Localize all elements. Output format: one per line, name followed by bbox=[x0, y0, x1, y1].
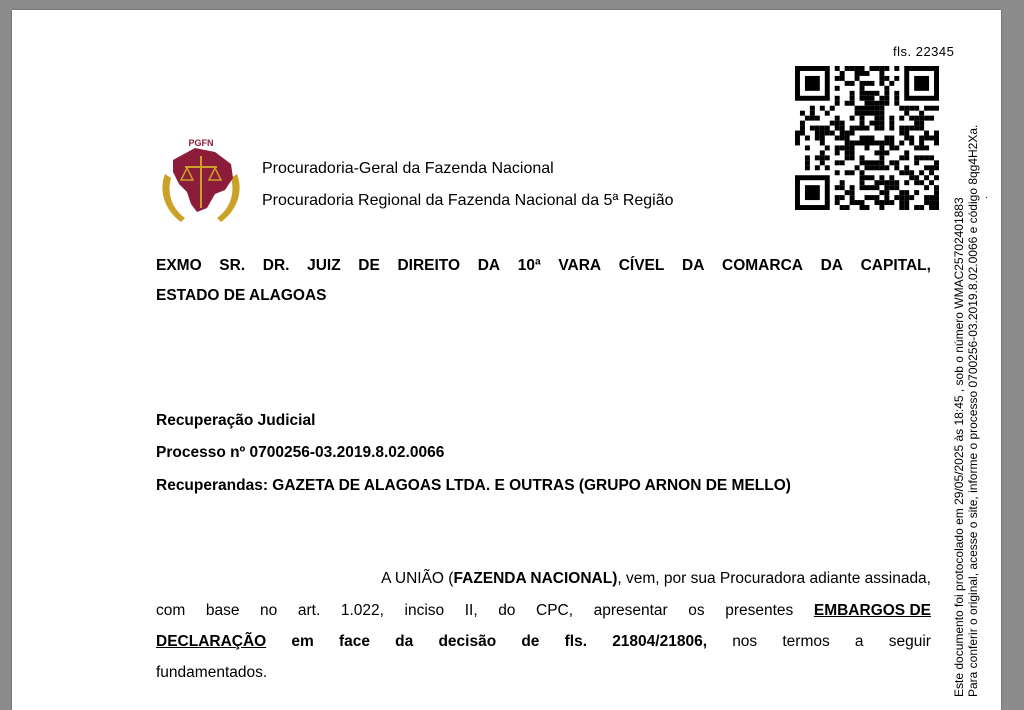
body-text: , vem, por sua Procuradora adiante assinada, bbox=[617, 570, 931, 587]
page-number: fls. 22345 bbox=[893, 44, 955, 59]
body-line2 bbox=[156, 602, 931, 620]
word: em bbox=[291, 633, 314, 650]
case-parties: Recuperandas: GAZETA DE ALAGOAS LTDA. E OUTRAS (GRUPO ARNON DE MELLO) bbox=[156, 477, 791, 494]
word: com bbox=[156, 602, 186, 619]
word: presentes bbox=[725, 602, 794, 619]
word: CAPITAL, bbox=[860, 257, 931, 274]
body-text: A UNIÃO ( bbox=[381, 570, 454, 587]
word: II, bbox=[464, 602, 478, 619]
org-regional: Procuradoria Regional da Fazenda Nacional da 5ª Região bbox=[262, 192, 674, 209]
word: 1.022, bbox=[340, 602, 384, 619]
word: DA bbox=[477, 257, 501, 274]
word: DIREITO bbox=[397, 257, 461, 274]
word: CÍVEL bbox=[618, 257, 665, 274]
word: face bbox=[338, 633, 370, 650]
embargos-label: EMBARGOS DE bbox=[813, 602, 931, 619]
word: DA bbox=[682, 257, 705, 274]
decoration-dot: . bbox=[985, 190, 988, 201]
word: de bbox=[521, 633, 540, 650]
word: decisão bbox=[438, 633, 497, 650]
word: 21804/21806, bbox=[612, 633, 708, 650]
word: a bbox=[854, 633, 864, 650]
word: VARA bbox=[558, 257, 602, 274]
word: do bbox=[498, 602, 516, 619]
word: 10ª bbox=[517, 257, 541, 274]
word: apresentar bbox=[593, 602, 668, 619]
addressee-line1 bbox=[156, 257, 931, 275]
pgfn-logo bbox=[151, 134, 251, 228]
word: DE bbox=[358, 257, 380, 274]
org-name: Procuradoria-Geral da Fazenda Nacional bbox=[262, 160, 554, 177]
word: da bbox=[395, 633, 414, 650]
word: base bbox=[205, 602, 240, 619]
word: art. bbox=[297, 602, 321, 619]
logo-acronym: PGFN bbox=[188, 138, 214, 148]
word: COMARCA bbox=[722, 257, 803, 274]
party-name: FAZENDA NACIONAL) bbox=[453, 570, 618, 587]
word: SR. bbox=[219, 257, 246, 274]
body-line1 bbox=[156, 570, 931, 588]
word: inciso bbox=[404, 602, 445, 619]
word: EXMO bbox=[156, 257, 202, 274]
word: os bbox=[688, 602, 705, 619]
protocol-line1: Este documento foi protocolado em 29/05/2025 às 18:45 , sob o número WMAC25702401883 bbox=[952, 197, 966, 697]
body-line3 bbox=[156, 633, 931, 651]
word: fls. bbox=[564, 633, 588, 650]
declaracao-label: DECLARAÇÃO bbox=[156, 633, 267, 650]
qr-code bbox=[795, 66, 939, 210]
word: no bbox=[260, 602, 278, 619]
case-process: Processo nº 0700256-03.2019.8.02.0066 bbox=[156, 444, 445, 461]
word: DR. bbox=[262, 257, 290, 274]
word: CPC, bbox=[536, 602, 574, 619]
word: DA bbox=[820, 257, 843, 274]
word: termos bbox=[782, 633, 830, 650]
body-line4: fundamentados. bbox=[156, 664, 268, 681]
word: nos bbox=[732, 633, 758, 650]
protocol-stamp bbox=[952, 125, 980, 697]
word: JUIZ bbox=[307, 257, 341, 274]
protocol-line2: Para conferir o original, acesse o site, informe o processo 0700256-03.2019.8.02.0066 e código 8qg4H2Xa. bbox=[966, 124, 980, 697]
word: seguir bbox=[888, 633, 931, 650]
addressee-line2: ESTADO DE ALAGOAS bbox=[156, 287, 327, 304]
case-type: Recuperação Judicial bbox=[156, 412, 316, 429]
